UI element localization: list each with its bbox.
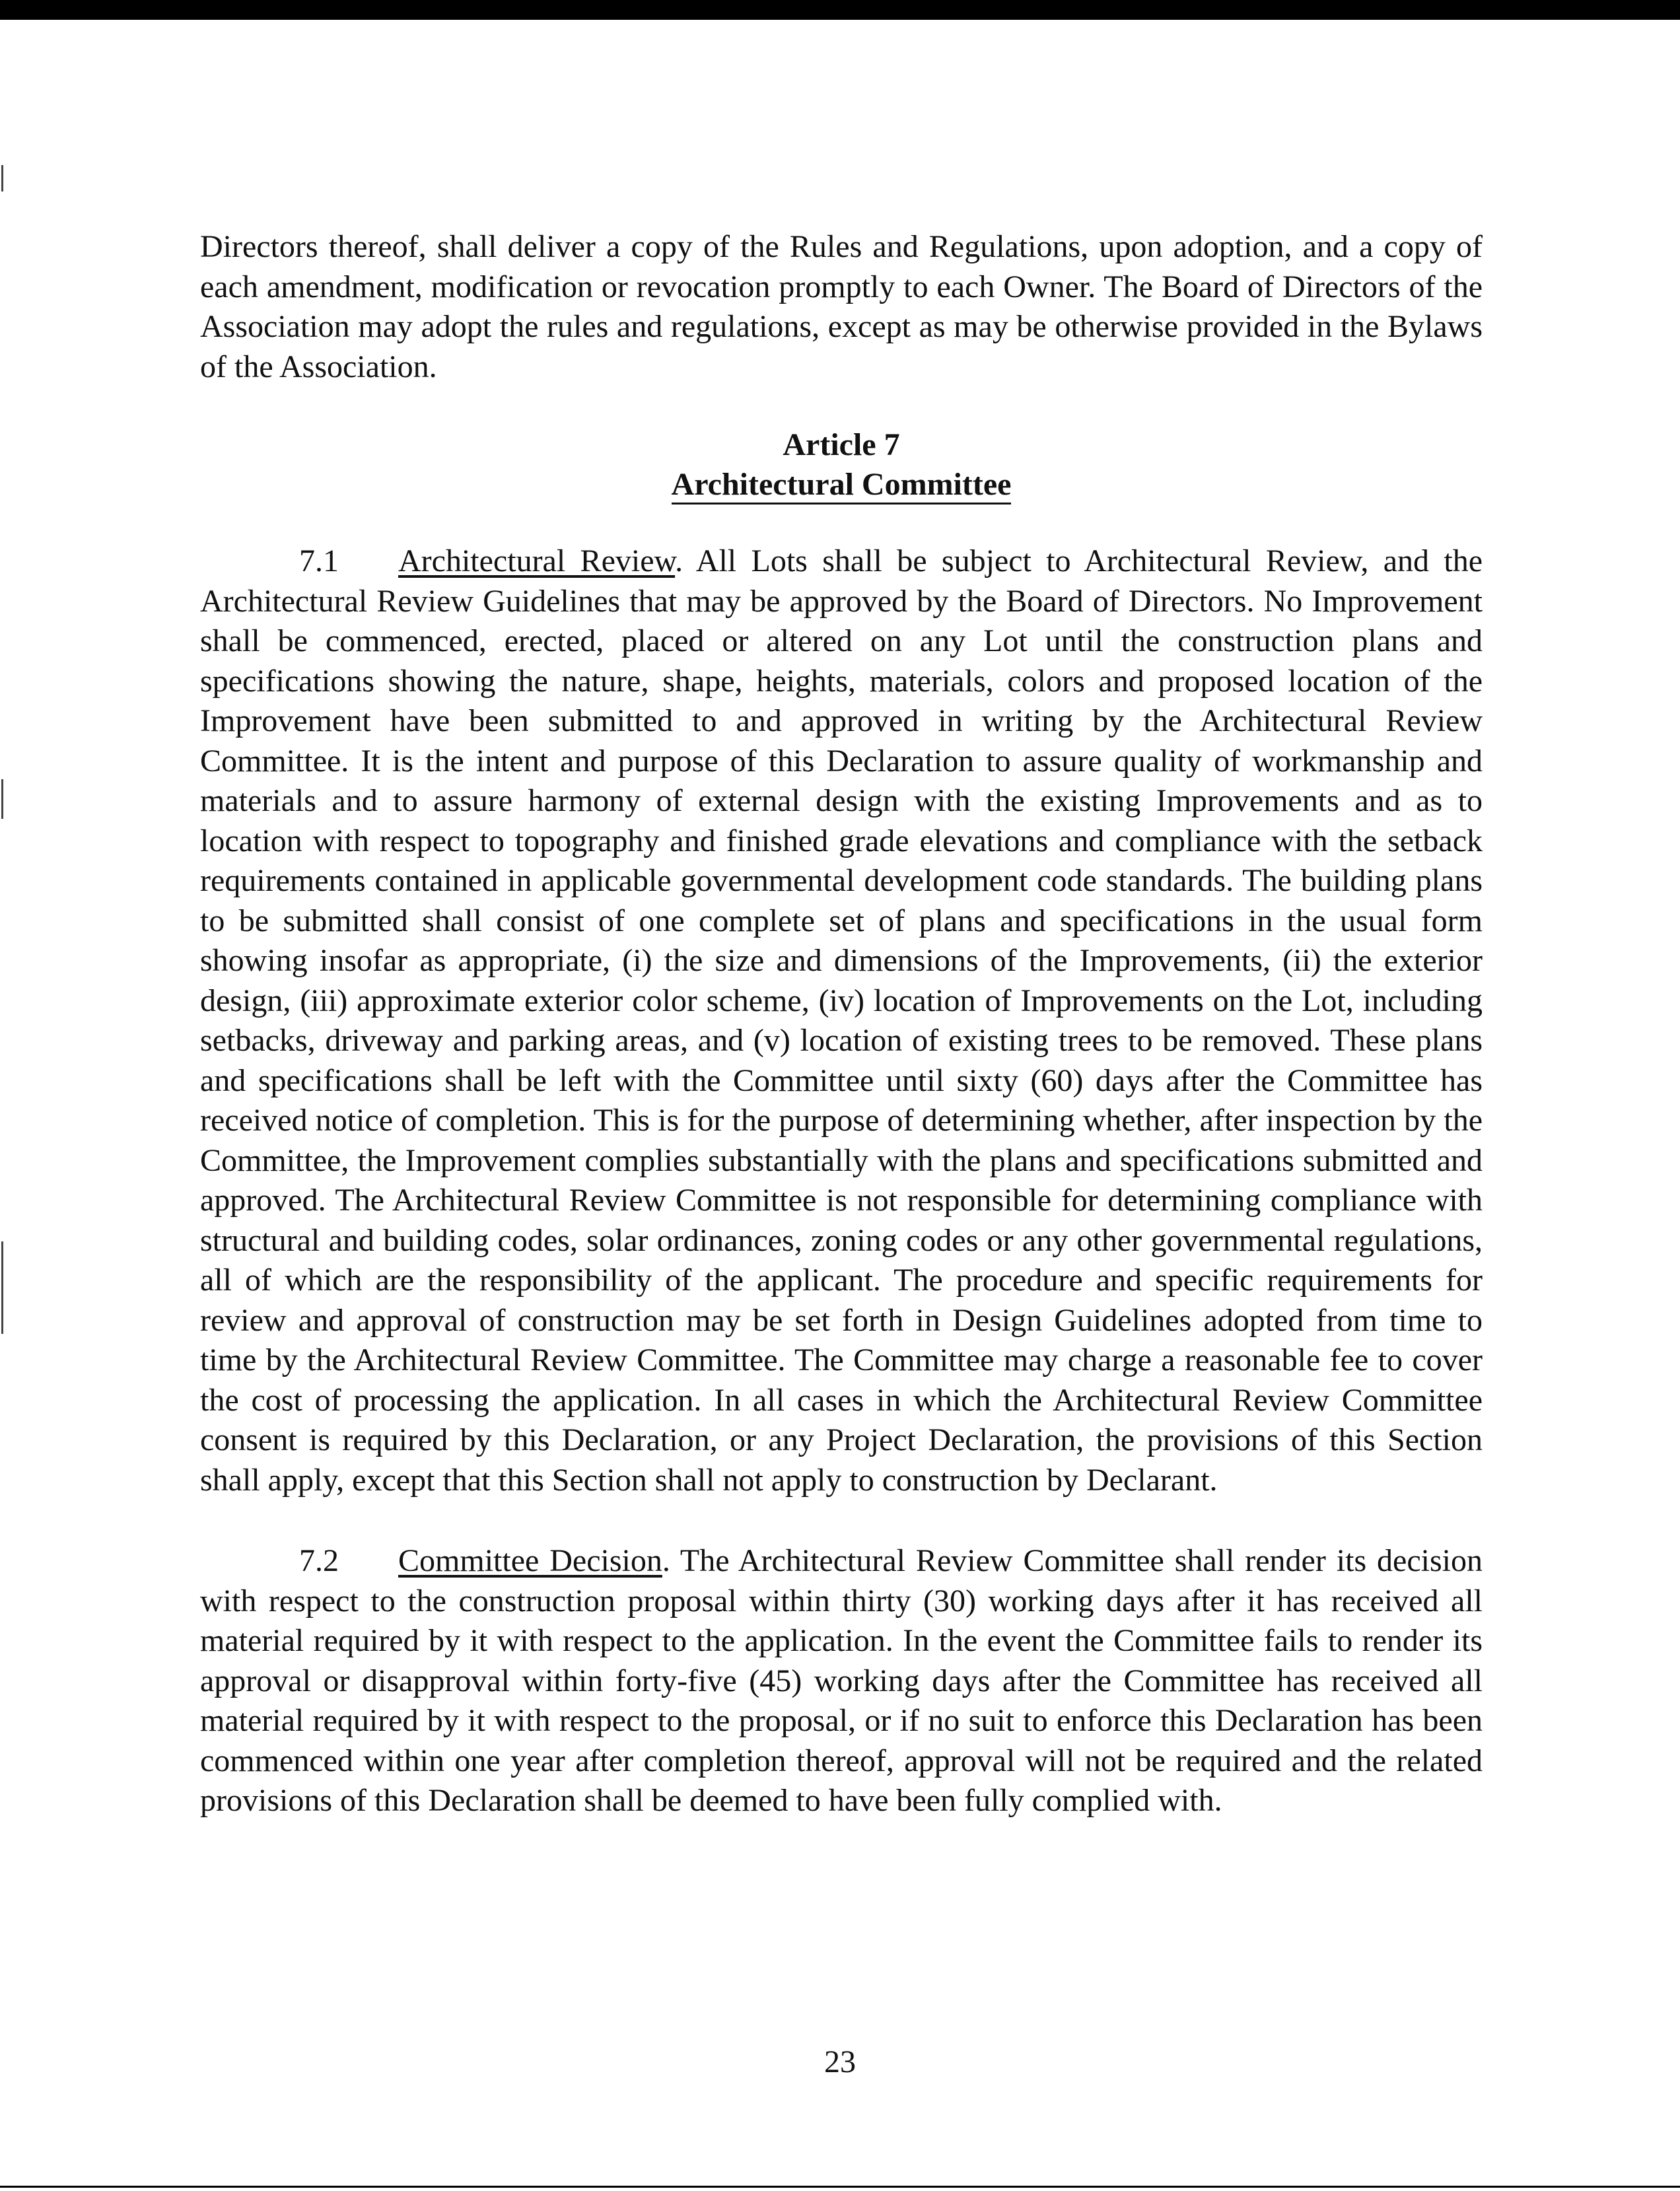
section-title-punct: . xyxy=(675,543,683,578)
scan-edge-mark xyxy=(1,1241,3,1334)
scan-bottom-border xyxy=(0,2186,1680,2188)
section-number: 7.2 xyxy=(299,1543,339,1578)
section-7-2 xyxy=(200,1541,1483,1821)
section-title: Committee Decision xyxy=(398,1543,662,1578)
article-heading xyxy=(200,425,1483,504)
section-7-1 xyxy=(200,541,1483,1500)
article-number: Article 7 xyxy=(783,427,900,462)
continuation-paragraph: Directors thereof, shall deliver a copy of the Rules and Regulations, upon adoption, and a copy of each amendment, modification or revocation promptly to each Owner. The Board of Directors of the Association may adopt the rules and regulations, except as may be otherwise provided in the Bylaws of the Association. xyxy=(200,229,1483,384)
section-body: All Lots shall be subject to Architectural Review, and the Architectural Review Guidelines that may be approved by the Board of Directors. No Improvement shall be commenced, erected, placed or altered on any Lot until the construction plans and specifications showing the nature, shape, heights, materials, colors and proposed location of the Improvement have been submitted to and approved in writing by the Architectural Review Committee. It is the intent and purpose of this Declaration to assure quality of workmanship and materials and to assure harmony of external design with the existing Improvements and as to location with respect to topography and finished grade elevations and compliance with the setback requirements contained in applicable governmental development code standards. The building plans to be submitted shall consist of one complete set of plans and specifications in the usual form showing insofar as appropriate, (i) the size and dimensions of the Improvements, (ii) the exterior design, (iii) approximate exterior color scheme, (iv) location of Improvements on the Lot, including setbacks, driveway and parking areas, and (v) location of existing trees to be removed. These plans and specifications shall be left with the Committee until sixty (60) days after the Committee has received notice of completion. This is for the purpose of determining whether, after inspection by the Committee, the Improvement complies substantially with the plans and specifications submitted and approved. The Architectural Review Committee is not responsible for determining compliance with structural and building codes, solar ordinances, zoning codes or any other governmental regulations, all of which are the responsibility of the applicant. The procedure and specific requirements for review and approval of construction may be set forth in Design Guidelines adopted from time to time by the Architectural Review Committee. The Committee may charge a reasonable fee to cover the cost of processing the application. In all cases in which the Architectural Review Committee consent is required by this Declaration, or any Project Declaration, the provisions of this Section shall apply, except that this Section shall not apply to construction by Declarant. xyxy=(200,543,1483,1498)
section-body: The Architectural Review Committee shall render its decision with respect to the construction proposal within thirty (30) working days after it has received all material required by it with respect to the application. In the event the Committee fails to render its approval or disapproval within forty-five (45) working days after the Committee has received all material required by it with respect to the proposal, or if no suit to enforce this Declaration has been commenced within one year after completion thereof, approval will not be required and the related provisions of this Declaration shall be deemed to have been fully complied with. xyxy=(200,1543,1483,1818)
section-number: 7.1 xyxy=(299,543,339,578)
scan-edge-mark xyxy=(1,165,3,191)
scan-edge-mark xyxy=(1,779,3,819)
section-title: Architectural Review xyxy=(398,543,676,578)
page-number: 23 xyxy=(824,2044,856,2079)
scan-top-border xyxy=(0,0,1680,20)
article-title: Architectural Committee xyxy=(672,467,1012,504)
document-page xyxy=(200,227,1483,1821)
section-title-punct: . xyxy=(662,1543,670,1578)
